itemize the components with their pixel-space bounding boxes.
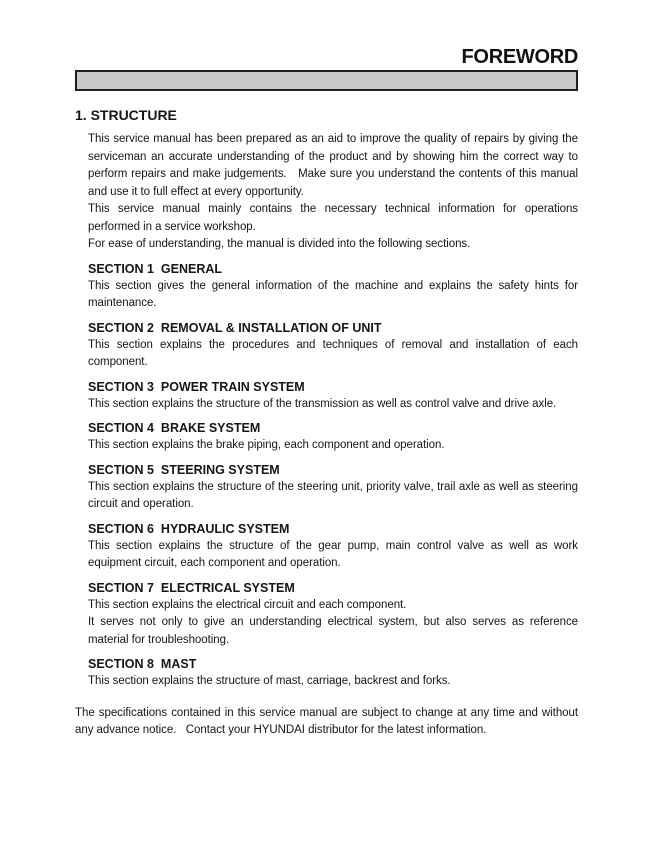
section-block-7 <box>88 580 578 650</box>
section-paragraph: This section explains the structure of mast, carriage, backrest and forks. <box>88 675 451 687</box>
section-block-2 <box>88 320 578 372</box>
section-paragraph: This section explains the procedures and techniques of removal and installation of each component. <box>88 338 578 368</box>
section-title: SECTION 4 BRAKE SYSTEM <box>88 421 261 435</box>
section-paragraph: This section explains the structure of the transmission as well as control valve and drive axle. <box>88 397 557 410</box>
section-title: SECTION 7 ELECTRICAL SYSTEM <box>88 580 295 595</box>
section-paragraph: This section gives the general information of the machine and explains the safety hints for maintenance. <box>88 279 578 309</box>
page-content <box>75 106 578 740</box>
section-title: SECTION 1 GENERAL <box>88 261 223 276</box>
intro-paragraph: This service manual mainly contains the necessary technical information for operations performed in a service workshop. <box>88 203 578 233</box>
section-body <box>88 538 578 573</box>
section-body <box>88 479 578 514</box>
intro-paragraph: For ease of understanding, the manual is divided into the following sections. <box>88 238 471 250</box>
section-body <box>88 278 578 313</box>
section-body <box>88 337 578 372</box>
title-underline-bar <box>75 70 578 91</box>
section-block-8 <box>88 656 578 691</box>
section-paragraph: It serves not only to give an understanding electrical system, but also serves as reference material for troubleshooting. <box>88 616 578 646</box>
intro-paragraph-block <box>88 131 578 254</box>
section-body <box>88 396 578 414</box>
section-block-1 <box>88 261 578 313</box>
section-paragraph: This section explains the structure of the gear pump, main control valve as well as work equipment circuit, each component and operation. <box>88 539 578 569</box>
closing-paragraph: The specifications contained in this service manual are subject to change at any time and without any advance notice. Contact your HYUNDAI distributor for the latest information. <box>75 706 578 736</box>
section-title: SECTION 3 POWER TRAIN SYSTEM <box>88 379 305 394</box>
section-block-6 <box>88 521 578 573</box>
section-block-5 <box>88 462 578 514</box>
page-title: FOREWORD <box>461 46 578 68</box>
section-title: SECTION 8 MAST <box>88 657 197 671</box>
section-paragraph: This section explains the structure of the steering unit, priority valve, trail axle as well as steering circuit and operation. <box>88 480 578 510</box>
section-paragraph: This section explains the electrical circuit and each component. <box>88 598 407 611</box>
section-paragraph: This section explains the brake piping, each component and operation. <box>88 439 445 451</box>
section-title: SECTION 5 STEERING SYSTEM <box>88 462 280 477</box>
structure-heading: 1. STRUCTURE <box>75 107 177 123</box>
section-body <box>88 673 578 691</box>
section-block-3 <box>88 379 578 414</box>
section-title: SECTION 6 HYDRAULIC SYSTEM <box>88 521 290 536</box>
section-body <box>88 437 578 455</box>
intro-paragraph: This service manual has been prepared as an aid to improve the quality of repairs by giving the serviceman an accurate understanding of the product and by showing him the correct way to perform repairs and make judgements. Make sure you understand the contents of this manual and use it to full effect at every opportunity. <box>88 133 578 198</box>
section-block-4 <box>88 420 578 455</box>
section-body <box>88 597 578 650</box>
section-title: SECTION 2 REMOVAL & INSTALLATION OF UNIT <box>88 320 382 335</box>
